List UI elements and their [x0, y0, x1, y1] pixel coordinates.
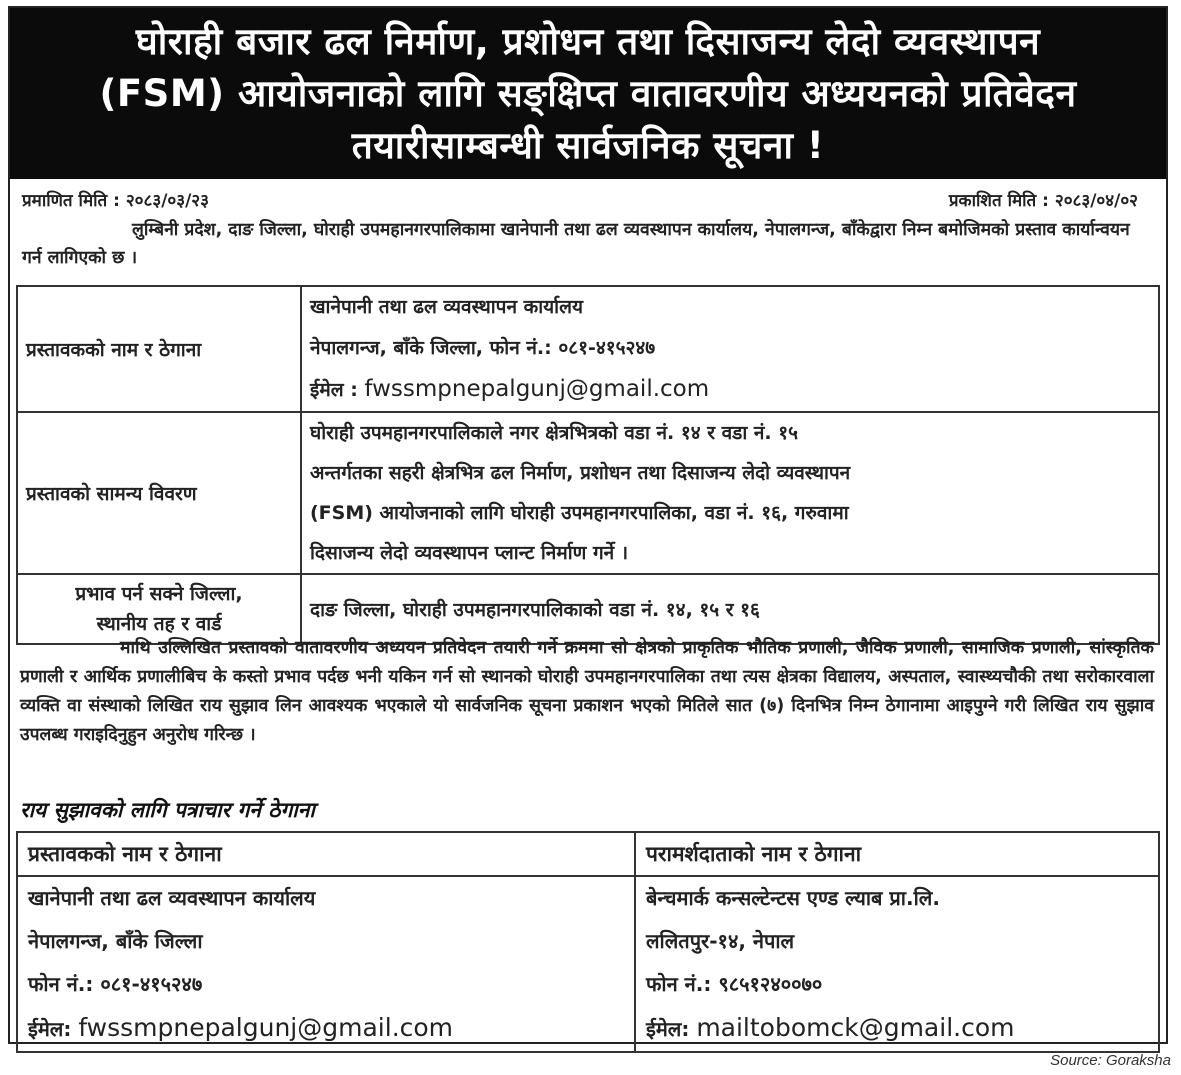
proponent-email-line [310, 369, 1150, 411]
source-credit: Source: Goraksha [1050, 1052, 1171, 1069]
proponent-value [301, 286, 1159, 412]
proponent-email-label: ईमेल : [310, 379, 365, 401]
address-header-row [17, 832, 1159, 876]
approved-date: प्रमाणित मिति : २०८३/०३/२३ [22, 191, 209, 211]
consultant-address-cell [635, 876, 1159, 1052]
proposal-info-table [16, 285, 1160, 645]
proponent-name: खानेपानी तथा ढल व्यवस्थापन कार्यालय [28, 886, 316, 910]
notice-title-line-1: घोराही बजार ढल निर्माण, प्रशोधन तथा दिसाजन्य लेदो व्यवस्थापन [135, 19, 1041, 63]
proponent-address: नेपालगन्ज, बाँके जिल्ला [28, 929, 203, 953]
address-heading: राय सुझावको लागि पत्राचार गर्ने ठेगाना [20, 798, 315, 822]
address-table [16, 831, 1160, 1053]
consultant-address-heading: परामर्शदाताको नाम र ठेगाना [635, 832, 1159, 876]
proponent-label: प्रस्तावकको नाम र ठेगाना [17, 286, 301, 412]
description-line-3: (FSM) आयोजनाको लागि घोराही उपमहानगरपालिका, वडा नं. १६, गरुवामा [310, 502, 849, 524]
affected-area-value: दाङ जिल्ला, घोराही उपमहानगरपालिकाको वडा नं. १४, १५ र १६ [301, 574, 1159, 644]
notice-title-banner [10, 8, 1166, 179]
description-row [17, 412, 1159, 574]
description-line-2: अन्तर्गतका सहरी क्षेत्रभित्र ढल निर्माण, प्रशोधन तथा दिसाजन्य लेदो व्यवस्थापन [310, 462, 851, 484]
notice-title-line-2: (FSM) आयोजनाको लागि सङ्क्षिप्त वातावरणीय अध्ययनको प्रतिवेदन [99, 71, 1077, 115]
date-row [22, 188, 1138, 216]
proponent-row [17, 286, 1159, 412]
consultant-email[interactable]: mailtobomck@gmail.com [696, 1013, 1015, 1042]
public-notice [8, 6, 1168, 1044]
description-label: प्रस्तावको सामन्य विवरण [17, 412, 301, 574]
proponent-email-2[interactable]: fwssmpnepalgunj@gmail.com [78, 1013, 454, 1042]
description-value [301, 412, 1159, 574]
affected-area-label-line-1: प्रभाव पर्न सक्ने जिल्ला, [75, 583, 243, 605]
proponent-address-cell [17, 876, 635, 1052]
consultant-email-row [646, 1006, 1148, 1051]
proponent-line-1: खानेपानी तथा ढल व्यवस्थापन कार्यालय [310, 296, 583, 318]
proponent-line-2: नेपालगन्ज, बाँके जिल्ला, फोन नं.: ०८१-४१५२४७ [310, 337, 656, 359]
consultant-address: ललितपुर-१४, नेपाल [646, 929, 795, 953]
body-paragraph: माथि उल्लिखित प्रस्तावको वातावरणीय अध्ययन प्रतिवेदन तयारी गर्ने क्रममा सो क्षेत्रको प्राकृतिक भौतिक प्रणाली, जैविक प्रणाली, सामाजिक प्रणाली, सांस्कृतिक प्रणाली र आर्थिक प्रणालीबिच के कस्तो प्रभाव पर्दछ भनी यकिन गर्न सो स्थानको घोराही उपमहानगरपालिका तथा त्यस क्षेत्रका विद्यालय, अस्पताल, स्वास्थ्यचौकी तथा सरोकारवाला व्यक्ति वा संस्थाको लिखित राय सुझाव लिन आवश्यक भएकाले यो सार्वजनिक सूचना प्रकाशन भएको मितिले सात (७) दिनभित्र निम्न ठेगानामा आइपुग्ने गरी लिखित राय सुझाव उपलब्ध गराइदिनुहुन अनुरोध गरिन्छ । [20, 638, 1154, 745]
consultant-email-label: ईमेल: [646, 1017, 697, 1041]
consultant-phone: फोन नं.: ९८५१२४००७० [646, 972, 823, 996]
description-line-1: घोराही उपमहानगरपालिकाले नगर क्षेत्रभित्रको वडा नं. १४ र वडा नं. १५ [310, 422, 799, 444]
notice-title-line-3: तयारीसाम्बन्धी सार्वजनिक सूचना ! [351, 123, 825, 167]
proponent-email[interactable]: fwssmpnepalgunj@gmail.com [364, 376, 710, 402]
proponent-phone: फोन नं.: ०८१-४१५२४७ [28, 972, 203, 996]
consultant-name: बेन्चमार्क कन्सल्टेन्टस एण्ड ल्याब प्रा.लि. [646, 886, 940, 910]
proponent-email-label-2: ईमेल: [28, 1017, 79, 1041]
proponent-email-row [28, 1006, 624, 1051]
affected-area-label-line-2: स्थानीय तह र वार्ड [96, 613, 222, 635]
description-line-4: दिसाजन्य लेदो व्यवस्थापन प्लान्ट निर्माण गर्ने । [310, 542, 629, 564]
address-body-row [17, 876, 1159, 1052]
published-date: प्रकाशित मिति : २०८३/०४/०२ [948, 191, 1138, 211]
intro-paragraph: लुम्बिनी प्रदेश, दाङ जिल्ला, घोराही उपमहानगरपालिकामा खानेपानी तथा ढल व्यवस्थापन कार्यालय, नेपालगन्ज, बाँकेद्वारा निम्न बमोजिमको प्रस्ताव कार्यान्वयन गर्न लागिएको छ । [22, 220, 1130, 268]
proponent-address-heading: प्रस्तावकको नाम र ठेगाना [17, 832, 635, 876]
